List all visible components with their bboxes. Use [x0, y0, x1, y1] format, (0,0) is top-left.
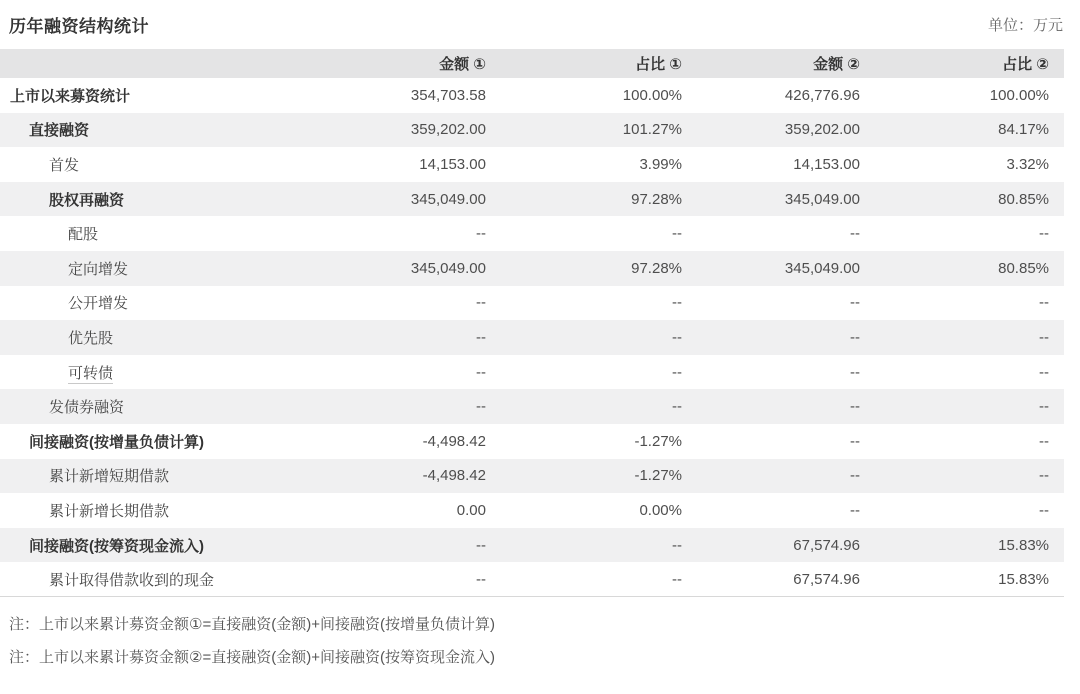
table-row: [0, 182, 1064, 217]
cell-value: 359,202.00: [784, 121, 860, 139]
row-label: 公开增发: [68, 295, 129, 313]
cell-value: 345,049.00: [784, 259, 860, 277]
cell-value: --: [476, 225, 486, 243]
cell-value: --: [850, 501, 860, 519]
cell-value: 3.32%: [1006, 155, 1049, 173]
column-header-ratio-2: 占比 ②: [1002, 56, 1049, 73]
table-row: [0, 216, 1064, 251]
cell-value: 0.00: [456, 501, 486, 519]
cell-value: --: [476, 363, 486, 381]
cell-value: --: [1039, 294, 1049, 312]
cell-value: 84.17%: [998, 121, 1049, 139]
cell-value: -4,498.42: [422, 467, 486, 485]
footnote-2: 注：上市以来累计募资金额②=直接融资(金额)+间接融资(按筹资现金流入): [9, 649, 495, 667]
cell-value: --: [1039, 328, 1049, 346]
cell-value: 14,153.00: [419, 155, 486, 173]
cell-value: 80.85%: [998, 190, 1049, 208]
cell-value: --: [476, 398, 486, 416]
cell-value: -1.27%: [634, 432, 682, 450]
table-header: [0, 49, 1064, 78]
row-label[interactable]: 可转债: [68, 364, 114, 382]
row-label: 累计新增短期借款: [49, 468, 170, 486]
row-label-cell: [0, 355, 300, 390]
cell-value: --: [1039, 363, 1049, 381]
cell-value: --: [672, 294, 682, 312]
row-label: 优先股: [68, 329, 114, 347]
footnote-1: 注：上市以来累计募资金额①=直接融资(金额)+间接融资(按增量负债计算): [9, 616, 495, 634]
row-label-cell: [0, 216, 300, 251]
cell-value: --: [1039, 225, 1049, 243]
cell-value: 426,776.96: [784, 86, 860, 104]
cell-value: --: [850, 225, 860, 243]
cell-value: 80.85%: [998, 259, 1049, 277]
table-row: [0, 147, 1064, 182]
table-row: [0, 562, 1064, 597]
row-label-cell: [0, 562, 300, 597]
row-label: 直接融资: [29, 122, 90, 140]
cell-value: 15.83%: [998, 536, 1049, 554]
row-label-cell: [0, 389, 300, 424]
row-label-cell: [0, 78, 300, 113]
row-label-cell: [0, 251, 300, 286]
column-header-amount-2: 金额 ②: [813, 56, 860, 73]
row-label-cell: [0, 424, 300, 459]
cell-value: 3.99%: [639, 155, 682, 173]
cell-value: --: [476, 328, 486, 346]
header-bar: [0, 0, 1080, 49]
cell-value: 0.00%: [639, 501, 682, 519]
table-header-row: [0, 49, 1064, 78]
row-label: 首发: [49, 156, 80, 174]
row-label-cell: [0, 528, 300, 563]
cell-value: 97.28%: [631, 259, 682, 277]
cell-value: 359,202.00: [410, 121, 486, 139]
cell-value: --: [850, 467, 860, 485]
cell-value: 67,574.96: [793, 570, 860, 588]
cell-value: --: [476, 536, 486, 554]
cell-value: --: [850, 328, 860, 346]
financing-structure-table: [0, 49, 1064, 597]
row-label: 配股: [68, 226, 99, 244]
table-row: [0, 493, 1064, 528]
cell-value: --: [672, 398, 682, 416]
row-label-cell: [0, 286, 300, 321]
footnotes: [0, 608, 1080, 674]
cell-value: 67,574.96: [793, 536, 860, 554]
row-label: 累计新增长期借款: [49, 502, 170, 520]
cell-value: --: [1039, 398, 1049, 416]
cell-value: 354,703.58: [410, 86, 486, 104]
cell-value: --: [850, 363, 860, 381]
row-label-cell: [0, 182, 300, 217]
row-label: 累计取得借款收到的现金: [49, 571, 215, 589]
row-label: 间接融资(按增量负债计算): [29, 433, 204, 451]
cell-value: --: [850, 432, 860, 450]
row-label: 股权再融资: [49, 191, 125, 209]
table-row: [0, 459, 1064, 494]
row-label-cell: [0, 147, 300, 182]
cell-value: --: [672, 328, 682, 346]
cell-value: 345,049.00: [410, 259, 486, 277]
table-row: [0, 424, 1064, 459]
row-label-cell: [0, 459, 300, 494]
cell-value: --: [672, 570, 682, 588]
table-row: [0, 320, 1064, 355]
cell-value: -4,498.42: [422, 432, 486, 450]
cell-value: --: [1039, 467, 1049, 485]
table-row: [0, 251, 1064, 286]
cell-value: --: [850, 294, 860, 312]
cell-value: --: [1039, 501, 1049, 519]
table-row: [0, 389, 1064, 424]
cell-value: --: [476, 294, 486, 312]
table-row: [0, 78, 1064, 113]
cell-value: --: [672, 363, 682, 381]
cell-value: 14,153.00: [793, 155, 860, 173]
table-row: [0, 528, 1064, 563]
cell-value: 345,049.00: [410, 190, 486, 208]
cell-value: 345,049.00: [784, 190, 860, 208]
cell-value: -1.27%: [634, 467, 682, 485]
column-header-amount-1: 金额 ①: [439, 56, 486, 73]
cell-value: 101.27%: [622, 121, 682, 139]
row-label: 间接融资(按筹资现金流入): [29, 537, 204, 555]
cell-value: 100.00%: [622, 86, 682, 104]
table-row: [0, 113, 1064, 148]
cell-value: 97.28%: [631, 190, 682, 208]
row-label-cell: [0, 113, 300, 148]
page-title: 历年融资结构统计: [9, 17, 149, 36]
row-label-cell: [0, 320, 300, 355]
table-body: [0, 78, 1064, 597]
cell-value: --: [850, 398, 860, 416]
unit-label: 单位：万元: [987, 17, 1063, 34]
table-row: [0, 286, 1064, 321]
row-label: 发债券融资: [49, 399, 125, 417]
cell-value: --: [476, 570, 486, 588]
cell-value: --: [672, 225, 682, 243]
table-row: [0, 355, 1064, 390]
row-label: 上市以来募资统计: [10, 87, 131, 105]
row-label-cell: [0, 493, 300, 528]
cell-value: --: [1039, 432, 1049, 450]
row-label-header: [0, 49, 300, 78]
cell-value: --: [672, 536, 682, 554]
cell-value: 15.83%: [998, 570, 1049, 588]
cell-value: 100.00%: [989, 86, 1049, 104]
column-header-ratio-1: 占比 ①: [635, 56, 682, 73]
row-label: 定向增发: [68, 260, 129, 278]
